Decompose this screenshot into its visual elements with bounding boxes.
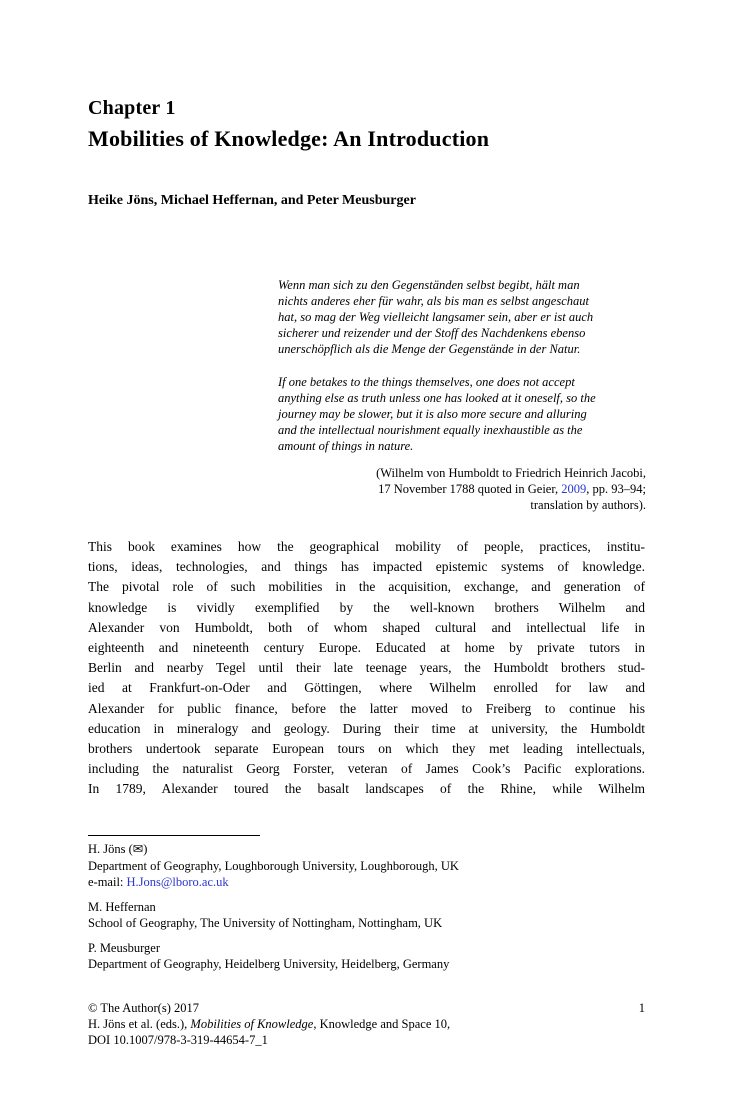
body-line: knowledge is vividly exemplified by the well-known brothers Wilhelm and (88, 599, 645, 615)
authors-line: Heike Jöns, Michael Heffernan, and Peter Meusburger (88, 193, 416, 208)
attribution-line: translation by authors). (530, 498, 646, 512)
author-footnotes (88, 841, 645, 981)
body-line: tions, ideas, technologies, and things has impacted epistemic systems of knowledge. (88, 559, 645, 575)
epigraph-german (278, 277, 646, 357)
attribution-line (278, 481, 646, 497)
email-link[interactable]: H.Jons@lboro.ac.uk (126, 875, 229, 889)
body-line: Berlin and nearby Tegel until their late teenage years, the Humboldt brothers stud- (88, 660, 645, 676)
page-title: Mobilities of Knowledge: An Introduction (88, 126, 490, 151)
footnote-author-name: H. Jöns ( (88, 842, 133, 856)
footnote-affiliation: Department of Geography, Heidelberg University, Heidelberg, Germany (88, 957, 450, 971)
footer-citation (88, 1016, 645, 1032)
body-line: Alexander von Humboldt, both of whom shaped cultural and intellectual life in (88, 619, 645, 635)
attribution-text: 17 November 1788 quoted in Geier, (378, 482, 562, 496)
epigraph-line: sicherer und reizender und der Stoff des Nachdenkens ebenso (278, 326, 586, 340)
epigraph-line: Wenn man sich zu den Gegenständen selbst begibt, hält man (278, 278, 580, 292)
footnote-author-name: ) (143, 842, 148, 856)
epigraph-attribution (278, 465, 646, 513)
footnote-affiliation: Department of Geography, Loughborough University, Loughborough, UK (88, 858, 459, 873)
body-line: This book examines how the geographical mobility of people, practices, institu- (88, 539, 645, 554)
footnote-author: P. Meusburger (88, 940, 160, 955)
body-line: education in mineralogy and geology. During their time at university, the Humboldt (88, 720, 645, 736)
citation-text: , Knowledge and Space 10, (313, 1017, 451, 1031)
body-line: The pivotal role of such mobilities in the acquisition, exchange, and generation of (88, 579, 645, 595)
attribution-line: (Wilhelm von Humboldt to Friedrich Heinrich Jacobi, (376, 466, 646, 480)
footnote-author (88, 841, 645, 858)
envelope-icon: ✉ (132, 842, 144, 856)
chapter-label: Chapter 1 (88, 97, 176, 119)
email-label: e-mail: (88, 875, 127, 889)
epigraph-line: nichts anderes eher für wahr, als bis man es selbst angeschaut (278, 294, 589, 308)
footnote-divider (88, 835, 260, 836)
body-line: eighteenth and nineteenth century Europe. Educated at home by private tutors in (88, 640, 645, 656)
attribution-text: , pp. 93–94; (586, 482, 646, 496)
citation-text: H. Jöns et al. (eds.), (88, 1017, 191, 1031)
body-line: brothers undertook separate European tours on which they met leading intellectuals, (88, 741, 645, 757)
epigraph-line: unerschöpflich als die Menge der Gegenstände in der Natur. (278, 342, 581, 356)
footer-doi: DOI 10.1007/978-3-319-44654-7_1 (88, 1033, 268, 1047)
citation-year-link[interactable]: 2009 (561, 482, 587, 496)
page-footer (88, 1000, 645, 1048)
epigraph-line: journey may be slower, but it is also more secure and alluring (278, 407, 587, 421)
epigraph-english (278, 374, 646, 454)
page-number: 1 (638, 1001, 645, 1015)
body-line: ied at Frankfurt-on-Oder and Göttingen, where Wilhelm enrolled for law and (88, 680, 645, 696)
body-line: Alexander for public finance, before the latter moved to Freiberg to continue his (88, 700, 645, 716)
body-line: In 1789, Alexander toured the basalt landscapes of the Rhine, while Wilhelm (88, 781, 645, 797)
body-paragraph (88, 537, 645, 800)
footer-copyright-row (88, 1000, 645, 1016)
copyright-notice: © The Author(s) 2017 (88, 1001, 199, 1015)
footnote-email-line (88, 874, 645, 891)
citation-book-title: Mobilities of Knowledge (190, 1017, 314, 1031)
epigraph-line: amount of things in nature. (278, 439, 414, 453)
footnote-entry (88, 841, 645, 891)
footnote-author: M. Heffernan (88, 899, 156, 914)
footnote-entry (88, 899, 645, 932)
body-line: including the naturalist Georg Forster, veteran of James Cook’s Pacific explorations. (88, 761, 645, 777)
epigraph-line: and the intellectual nourishment equally inexhaustible as the (278, 423, 583, 437)
epigraph-line: hat, so mag der Weg vielleicht langsamer sein, aber er ist auch (278, 310, 594, 324)
footnote-affiliation: School of Geography, The University of Nottingham, Nottingham, UK (88, 916, 443, 930)
epigraph-line: anything else as truth unless one has looked at it oneself, so the (278, 391, 596, 405)
epigraph-line: If one betakes to the things themselves, one does not accept (278, 375, 575, 389)
footnote-entry (88, 940, 645, 973)
epigraph (278, 277, 646, 513)
